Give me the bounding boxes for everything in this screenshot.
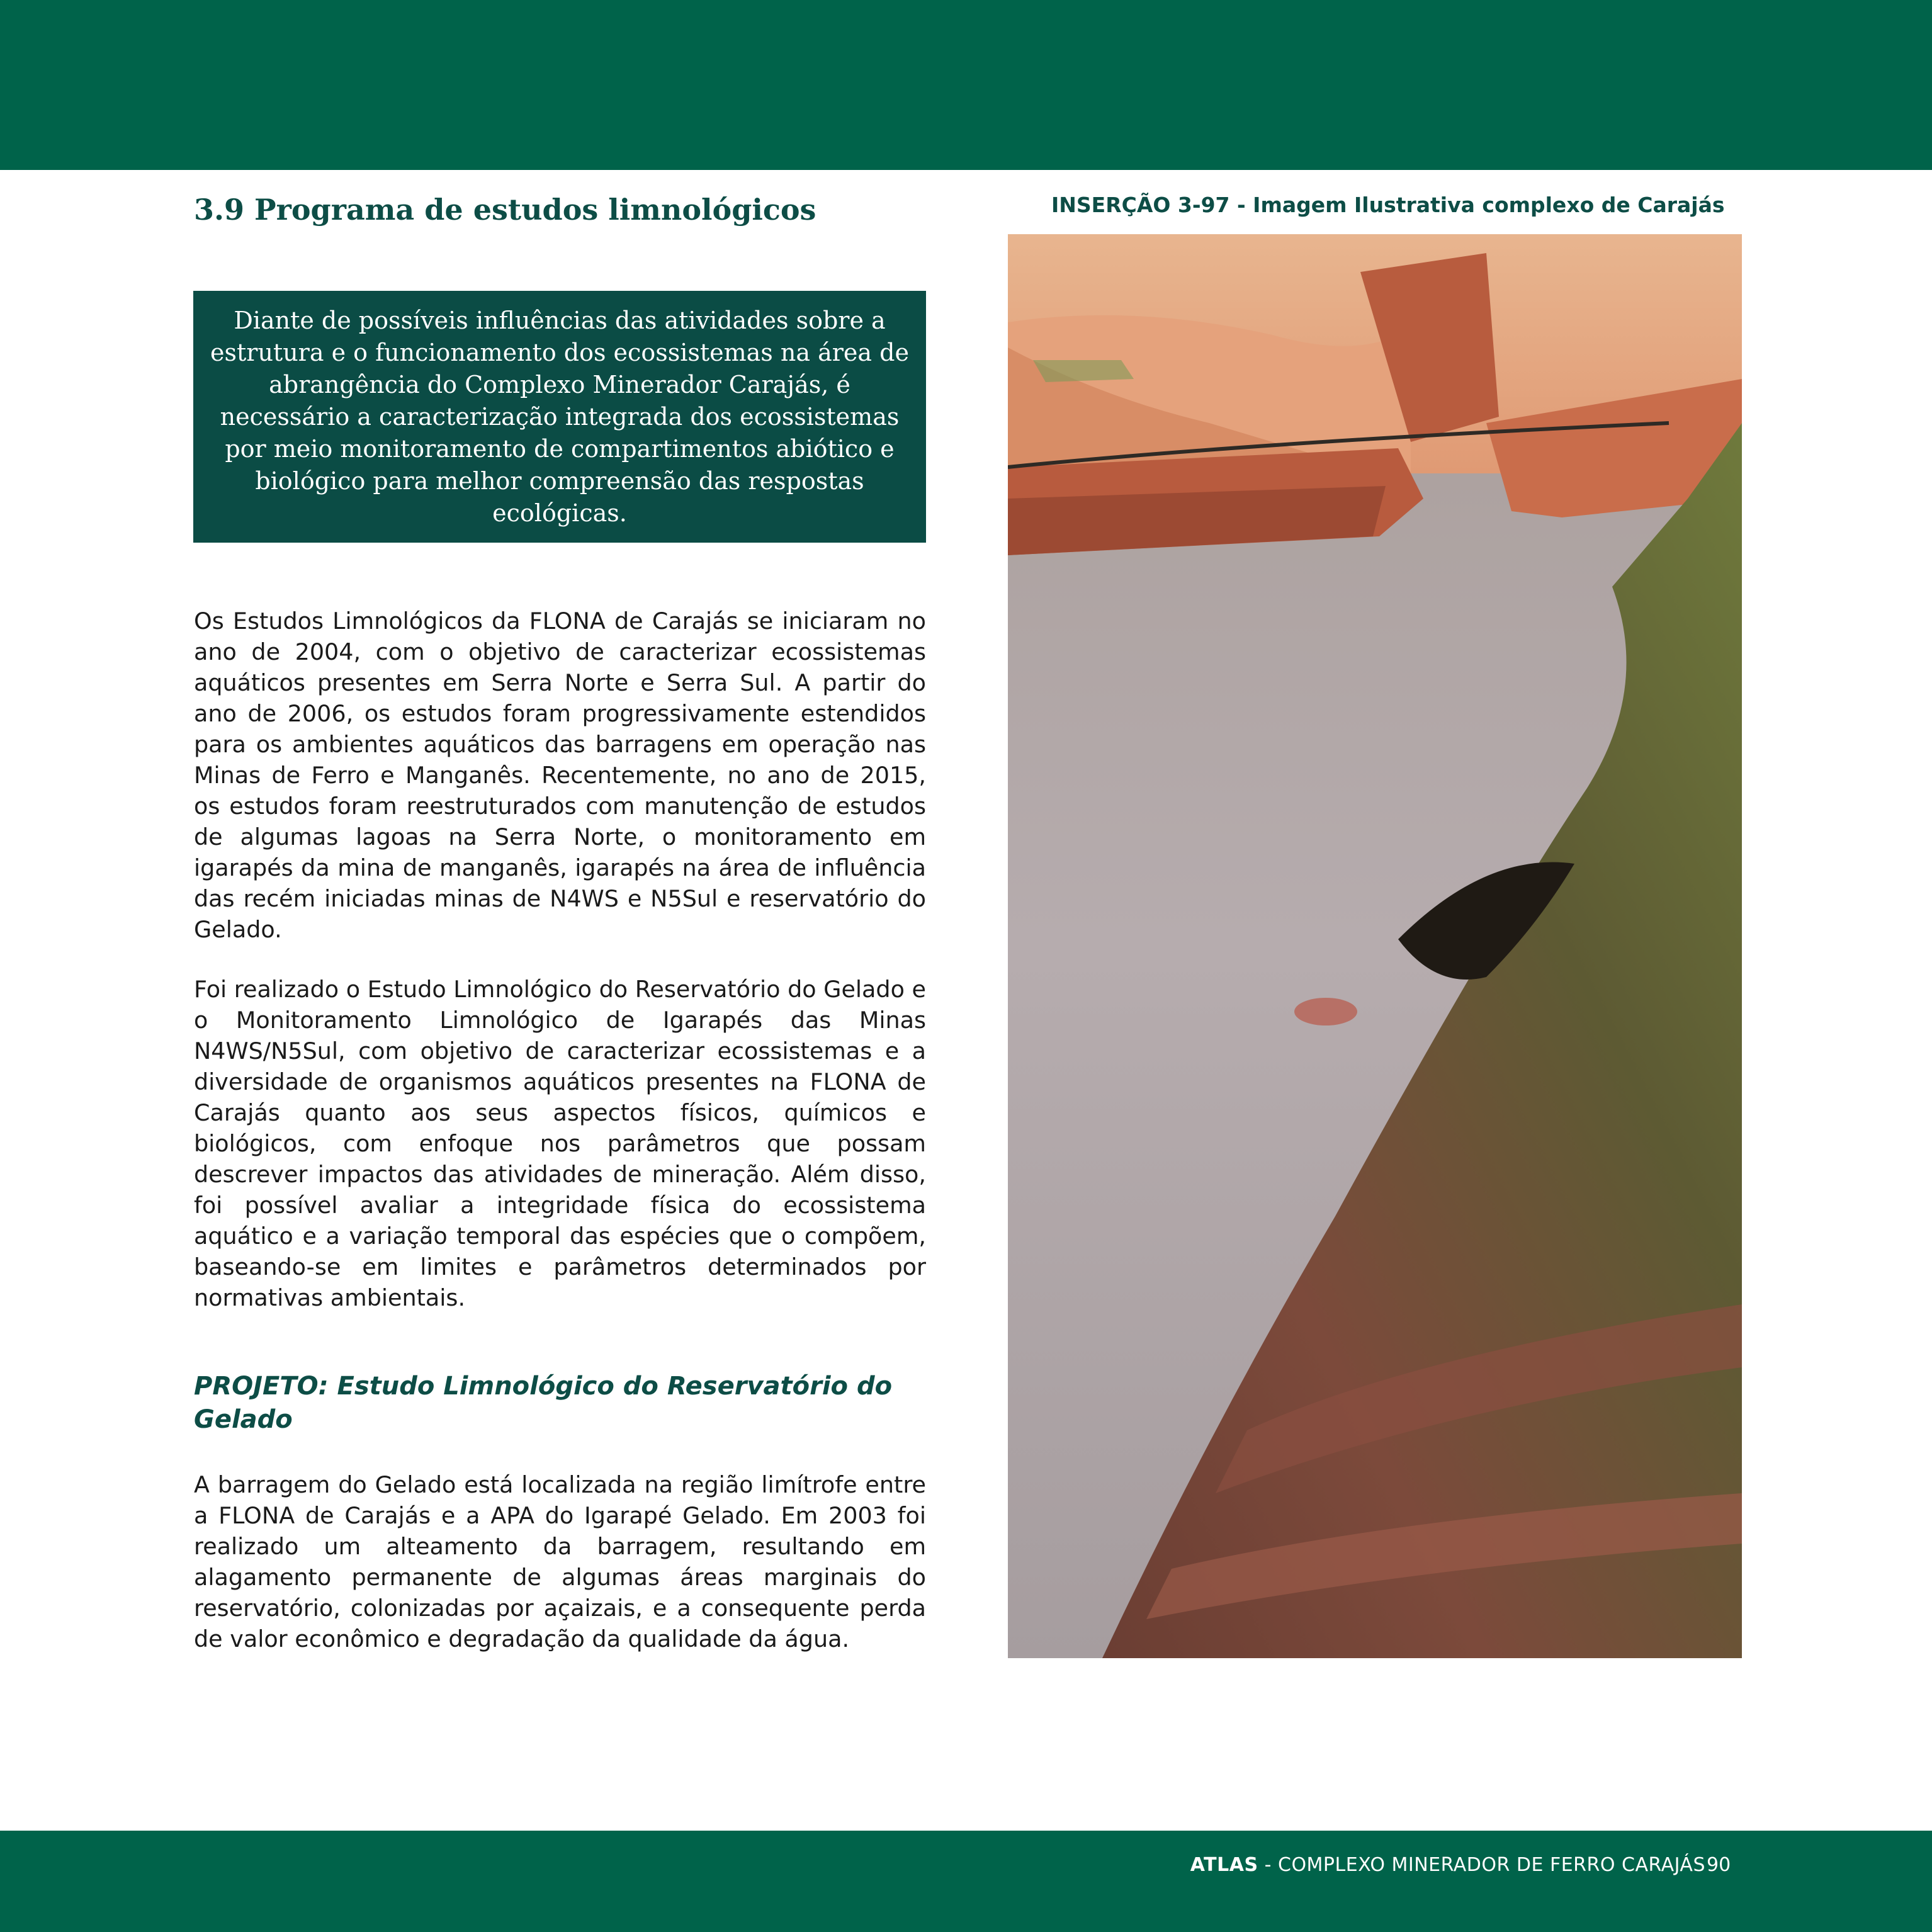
paragraph-study: Foi realizado o Estudo Limnológico do Reservatório do Gelado e o Monitoramento Limnológico de Igarapés das Minas N4WS/N5Sul, com objetivo de caracterizar ecossistemas e a diversidade de organismos aquáticos presentes na FLONA de Carajás quanto aos seus aspectos físicos, químicos e biológicos, com enfoque nos parâmetros que possam descrever impactos das atividades de mineração. Além disso, foi possível avaliar a integridade física do ecossistema aquático e a variação temporal das espécies que o compõem, baseando-se em limites e parâmetros determinados por normativas ambientais. <box>194 976 926 1311</box>
footer-title <box>1190 1854 1705 1876</box>
figure-caption: INSERÇÃO 3-97 - Imagem Ilustrativa complexo de Carajás <box>1051 193 1725 217</box>
callout-text: Diante de possíveis influências das atividades sobre a estrutura e o funcionamento dos ecossistemas na área de abrangência do Complexo Minerador Carajás, é necessário a caracterização integrada dos ecossistemas por meio monitoramento de compartimentos abiótico e biológico para melhor compreensão das respostas ecológicas. <box>210 306 909 527</box>
project-heading: PROJETO: Estudo Limnológico do Reservatório do Gelado <box>194 1372 893 1434</box>
footer-band <box>0 1831 1932 1932</box>
footer-subtitle: - COMPLEXO MINERADOR DE FERRO CARAJÁS <box>1258 1854 1705 1876</box>
paragraph-gelado: A barragem do Gelado está localizada na região limítrofe entre a FLONA de Carajás e a APA do Igarapé Gelado. Em 2003 foi realizado um alteamento da barragem, resultando em alagamento permanente de algumas áreas marginais do reservatório, colonizadas por açaizais, e a consequente perda de valor econômico e degradação da qualidade da água. <box>194 1471 926 1652</box>
paragraph-history: Os Estudos Limnológicos da FLONA de Carajás se iniciaram no ano de 2004, com o objetivo de caracterizar ecossistemas aquáticos presentes em Serra Norte e Serra Sul. A partir do ano de 2006, os estudos foram progressivamente estendidos para os ambientes aquáticos das barragens em operação nas Minas de Ferro e Manganês. Recentemente, no ano de 2015, os estudos foram reestruturados com manutenção de estudos de algumas lagoas na Serra Norte, o monitoramento em igarapés da mina de manganês, igarapés na área de influência das recém iniciadas minas de N4WS e N5Sul e reservatório do Gelado. <box>194 607 926 943</box>
header-band <box>0 0 1932 170</box>
callout-box <box>193 291 926 543</box>
section-title: 3.9 Programa de estudos limnológicos <box>194 193 816 227</box>
reservoir-photo <box>1008 234 1742 1658</box>
page-number: 90 <box>1707 1854 1731 1876</box>
footer-atlas: ATLAS <box>1190 1854 1258 1876</box>
